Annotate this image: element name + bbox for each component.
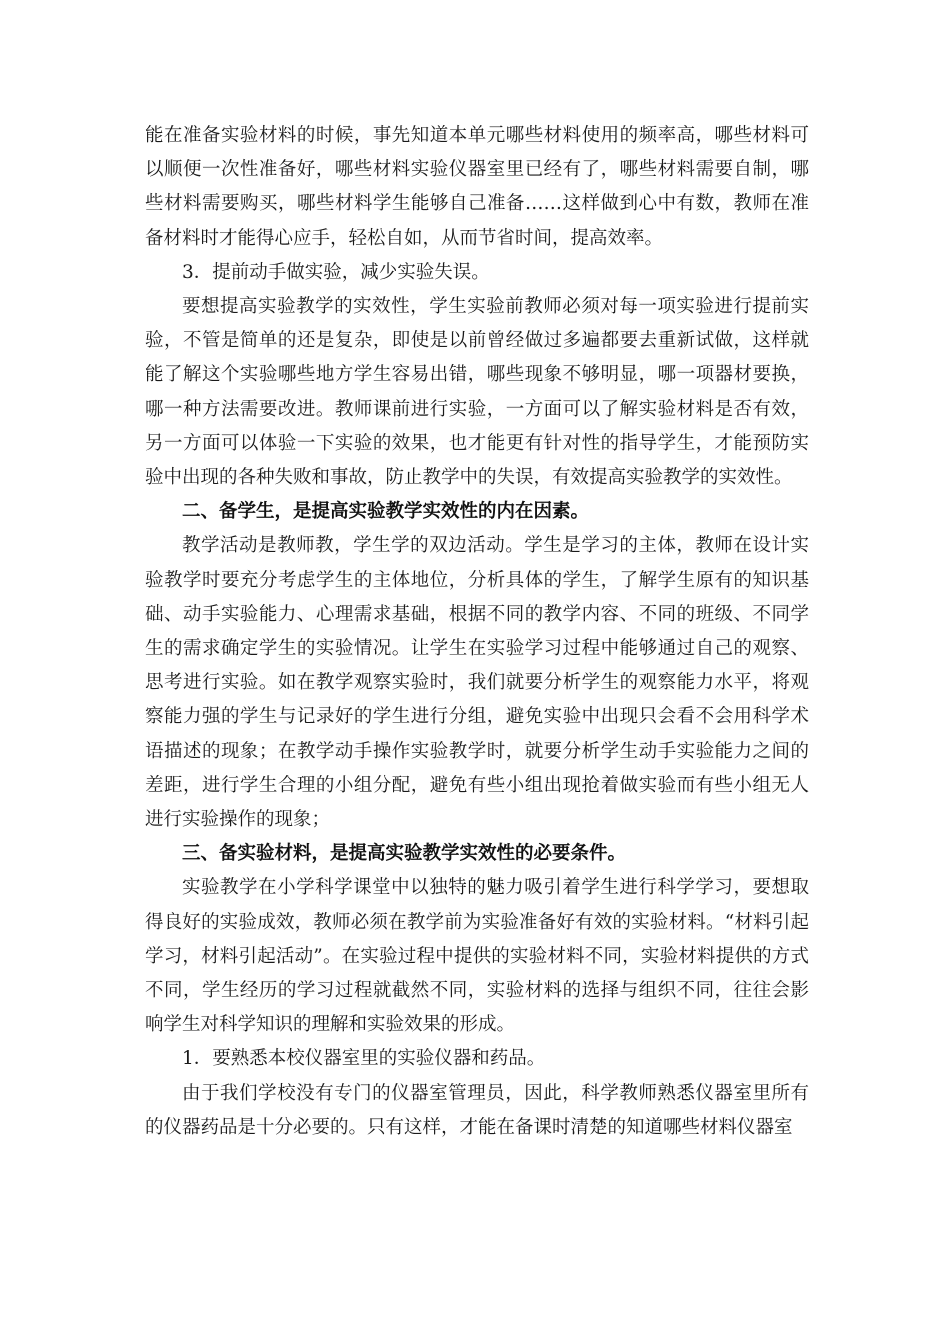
section-heading-materials: 三、备实验材料，是提高实验教学实效性的必要条件。 [182,843,627,865]
paragraph-instrument-room: 由于我们学校没有专门的仪器室管理员，因此，科学教师熟悉仪器室里所有的仪器药品是十分必要的。只有这样，才能在备课时清楚的知道哪些材料仪器室 [145,1082,809,1138]
document-body [145,119,809,1145]
subheading-3: 3．提前动手做实验，减少实验失误。 [182,261,490,283]
paragraph-continued: 能在准备实验材料的时候，事先知道本单元哪些材料使用的频率高，哪些材料可以顺便一次性准备好，哪些材料实验仪器室里已经有了，哪些材料需要自制，哪些材料需要购买，哪些材料学生能够自己准备……这样做到心中有数，教师在准备材料时才能得心应手，轻松自如，从而节省时间，提高效率。 [145,125,809,249]
subheading-1: 1．要熟悉本校仪器室里的实验仪器和药品。 [182,1048,546,1070]
paragraph-students: 教学活动是教师教，学生学的双边活动。学生是学习的主体，教师在设计实验教学时要充分考虑学生的主体地位，分析具体的学生，了解学生原有的知识基础、动手实验能力、心理需求基础，根据不同的教学内容、不同的班级、不同学生的需求确定学生的实验情况。让学生在实验学习过程中能够通过自己的观察、思考进行实验。如在教学观察实验时，我们就要分析学生的观察能力水平，将观察能力强的学生与记录好的学生进行分组，避免实验中出现只会看不会用科学术语描述的现象；在教学动手操作实验教学时，就要分析学生动手实验能力之间的差距，进行学生合理的小组分配，避免有些小组出现抢着做实验而有些小组无人进行实验操作的现象； [145,535,809,831]
section-heading-students: 二、备学生，是提高实验教学实效性的内在因素。 [182,501,590,523]
paragraph-early-experiment: 要想提高实验教学的实效性，学生实验前教师必须对每一项实验进行提前实验，不管是简单的还是复杂，即使是以前曾经做过多遍都要去重新试做，这样就能了解这个实验哪些地方学生容易出错，哪些现象不够明显，哪一项器材要换，哪一种方法需要改进。教师课前进行实验，一方面可以了解实验材料是否有效，另一方面可以体验一下实验的效果，也才能更有针对性的指导学生，才能预防实验中出现的各种失败和事故，防止教学中的失误，有效提高实验教学的实效性。 [145,296,809,489]
paragraph-materials: 实验教学在小学科学课堂中以独特的魅力吸引着学生进行科学学习，要想取得良好的实验成效，教师必须在教学前为实验准备好有效的实验材料。“材料引起学习，材料引起活动”。在实验过程中提供的实验材料不同，实验材料提供的方式不同，学生经历的学习过程就截然不同，实验材料的选择与组织不同，往往会影响学生对科学知识的理解和实验效果的形成。 [145,877,809,1036]
